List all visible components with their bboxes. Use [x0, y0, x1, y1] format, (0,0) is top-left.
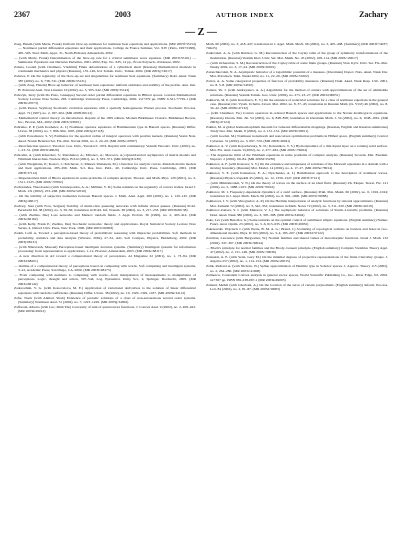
index-entry: Zakharov, A. V. (with Kopachevsky, N. D.; Kolesnikov, V. S.) Hydrodynamics of a thin liquid layer on a rotating solid surface. Mat. Fiz. Anal. Geom. 9 (2002), no. 2, 277–284. (MR 2003c:76064)	[206, 143, 388, 152]
index-entry: Zakharov, V. E. (with Kuznetsov, E. A.; Dyachenko, A. I.) Hamiltonian approach to the description of nonlinear waves. (Russian) Physics-Uspekhi 45 (2002), no. 12, 1339–1347. (MR 2003f:37121)	[206, 171, 388, 180]
index-entry: Zabrodin, A. (with Kharchev, S.; Marshakov, A.; Mironov, A.; Morozov, A.) Quasiclassical asymptotics of matrix models and Whitham hierarchies. Nuclear Phys. B 612 (2001), no. 3, 333–371. (MR 2003g:81185)	[14, 152, 196, 162]
index-entry: Zakhar'in, M. P. (with Kondratov, E. V.) On the existence of nontrivial solutions for a class of nonlinear equations in the general case. (Russian) Izv. Vyssh. Uchebn. Zaved. Mat. 2002, no. 8, 37–45; translation in Russian Math. (Iz. VUZ) 46 (2002), no. 8, 34–42. (MR 2003h:47132)	[206, 97, 388, 111]
index-entry: Zalik, Richard A. (with Nichols, W.) Spline approximation of Hermite type in Sobolev spaces. J. Approx. Theory 115 (2002), no. 2, 264–280. (MR 2003c:41008)	[206, 264, 388, 273]
index-entry: Zadeh, Lotfi A. Toward a perception-based theory of probabilistic reasoning with imprecise probabilities. Soft methods in probability, statistics and data analysis (Warsaw, 2002), 27–61, Adv. Soft Comput., Physica, Heidelberg, 2002. (MR 2003j:68131)	[14, 231, 196, 245]
index-entry: — (with Wiegmann, P.; Kostov, I.; Krichever, I.; Mineev-Weinstein, M.) τ-function for analytic curves. Random matrix models and their applications, 285–299, Math. Sci. Res. Inst. Publ., 40, Cambridge Univ. Press, Cambridge, 2001. (MR 2003f:37112)	[14, 162, 196, 175]
index-entry: — A new direction in AI: toward a computational theory of perceptions. AI Magazine 22 (2001), no. 1, 73–84. (MR 2003d:68201)	[14, 254, 196, 263]
index-entry: — (with Ponomarev, S. V.) Estimates for the spectral radius of integral operators with positive kernels. (Russian) Vestsi Nats. Akad. Navuk Belarusi Ser. Fiz.-Mat. Navuk 2002, no. 2, 24–29. (MR 2003e:47087)	[14, 134, 196, 143]
index-entry: — (with Goebel, M.) Nonlinear nonsmooth and nonconvex optimization problems in Hilbert space. (English summary) Control Cybernet. 31 (2002), no. 3, 697–729. (MR 2003i:49041)	[206, 134, 388, 143]
index-entry: — (with Ocheretian, S. M.) Reconstruction of the Cayley table of some finite groups. (Russian) Visn. Kyiv. Univ. Ser. Fiz.-Mat. Nauky 2002, no. 3, 17–24. (MR 2003i:20001)	[206, 60, 388, 69]
index-entry: Zadorozhnii, V. G. (with Konovalova, M. E.) Application of variational derivatives to the solution of linear differential equations with random coefficients. (Russian) Differ. Uravn. 38 (2002), no. 10, 1320–1329, 1437. (MR 2003k:34112)	[14, 286, 196, 295]
header-year: 2003	[114, 10, 131, 19]
index-entry: Zaks, Lev (with Ben-Dor, G.) Some remarks on the optimal control of semilinear elliptic equations. (English summary) Numer. Funct. Anal. Optim. 23 (2002), no. 5–6, 613–635. (MR 2003f:49032)	[206, 217, 388, 227]
index-entry: Math. 66 (2002), no. 3, 418–447; translation in J. Appl. Math. Mech. 66 (2002), no. 3, 405–408. (Summary) (MR 2003f:74037; 74K25)	[206, 42, 388, 51]
index-entry: Zabala, Leonid (with Chalmers, Vladimir) Finite deformations of a cylindrical shell. (Russian) Mathematical methods in continuum mechanics and physics (Russian), 135–146, Izd. Tomsk. Univ., Tomsk, 2002. (MR 2003g:74017)	[14, 64, 196, 74]
index-entry: — Dispersionless limit of Hirota equations in some problems of complex analysis. Theoret. and Math. Phys. 129 (2001), no. 2, 1511–1525. (MR 2003c:37092)	[14, 175, 196, 185]
index-columns	[14, 42, 388, 524]
index-entry: Zakharova, I. V. (with Vinogradov, A. P.) On the Hermite interpolation of analytic functions by rational approximants. (Russian) Mat. Zametki 72 (2002), no. 3, 342–352; translation in Math. Notes 72 (2002), no. 3, 311–320. (MR 2003h:41019)	[206, 199, 388, 208]
index-entry: Zakharov-Zaitsev, S. I. (with Makarov, V. L.) The asymptotic behavior of solutions of Sturm–Liouville problems. (Russian) Dokl. Akad. Nauk 386 (2002), no. 3, 305–308. (MR 2003e:34044)	[206, 208, 388, 217]
index-entry: — Ideal function spaces I. Yaroslav. Gos. Univ., Yaroslavl', 1974. Reprint with commentary. Vestnik Yaroslav. Univ. (2002), no. 1, 23–51. (MR 2003i:46029)	[14, 143, 196, 152]
index-entry: Zalesskii, A. E. (with Seitz, Gary M.) On the minimal degrees of projective representations of the finite Chevalley groups. J. Algebra 257 (2002), no. 1, 114–154. (MR 2003e:20015)	[206, 254, 388, 264]
index-entry: Zaitov, A. A. Some categorical properties of functors of probability measures. (Russian) Dokl. Akad. Nauk Resp. Uzb. 2001, no. 8, 5–8. (MR 2003e:54010)	[206, 79, 388, 88]
section-letter: — Z —	[185, 27, 217, 38]
left-column	[14, 42, 196, 524]
index-entry: — (with Peszat, Szymon) Stochastic evolution equations with a spatially homogeneous Wiener process. Stochastic Process. Appl. 72 (1997), no. 2, 187–204. (MR 2003f:60112)	[14, 106, 196, 115]
index-entry: — (with Nikravesh, Masoud) Perception-based intelligent decision systems. (Summary) Intelligent systems for information processing: from representation to applications, 1–12, Elsevier, Amsterdam, 2003. (MR 2003e:68117)	[14, 245, 196, 254]
page-number: 2367	[14, 10, 30, 19]
index-entry: — (with Ziedins, Ilze) Loss networks and Markov random fields. J. Appl. Probab. 36 (1999), no. 2, 403–414. (MR 2003e:60162)	[14, 212, 196, 222]
header-title: AUTHOR INDEX	[215, 12, 275, 19]
index-entry: Zakhar, M. A global homeomorphism theorem for Gâteaux differentiable mappings. (Russian, English and Russian summaries) Trudy Inst. Mat. Mekh. 8 (2002), no. 2, 131–152. (MR 2003b:58011)	[206, 124, 388, 134]
index-entry: — The degenerate limit of the Whitham equations in some problems of complex analysis. (Russian) Sovrem. Mat. Fundam. Napravl. 2 (2002), 69–84. (MR 2003d:35230)	[206, 152, 388, 162]
index-entry: — (with Merle, Frank) Determination of the blow-up rate for a critical semilinear wave equation. (MR 2003i:35161) — Séminaire: Équations aux Dérivées Partielles, 2001–2002, Exp. No. XIV, 14 pp., École Polytech., Palaiseau, 2002.	[14, 55, 196, 64]
index-entry: — (with Cheshkov, Yu.) Convex operators in ordered Banach spaces and applications to the Navier–Kolmogorov equations. (Russian) Ukrain. Mat. Zh. 54 (2002), no. 6, 848–858; translation in Ukrainian Math. J. 54 (2002), no. 6, 1048–1061. (MR 2003g:47124)	[206, 111, 388, 124]
index-entry: — On the stability of surjective isometries between Banach spaces. J. Math. Anal. Appl. 269 (2002), no. 1, 129–145. (MR 2003g:46017)	[14, 194, 196, 203]
index-entry: Zamani, Mehdi (with Ghorbani, A.) On the location of the zeros of certain polynomials. (English summary) Inform. Process. Lett. 84 (2002), no. 2, 81–87. (MR 2003d:30005)	[206, 282, 388, 292]
index-entry: — From computing with numbers to computing with words—from manipulation of measurements to manipulation of perceptions. Logic, thought and action, 507–544, Log. Epistemol. Unity Sci., 2, Springer, Dordrecht, 2005. (MR 2003a:68142)	[14, 272, 196, 286]
index-entry: — (with Zaag, Hatem) Blow-up behavior of nonlinear heat equations: uniform estimates and stability of the profile. Ann. Inst. H. Poincaré Anal. Non Linéaire 19 (2002), no. 5, 505–542. (MR 2003j:35143)	[14, 83, 196, 92]
index-entry: — Outline of a computational theory of perceptions based on computing with words. Soft computing and intelligent systems, 3–22, Academic Press, San Diego, CA, 2000. (MR 2003b:68175)	[14, 263, 196, 272]
page-header	[14, 10, 388, 22]
index-entry: Zachary, Stan (with Foss, Serguei) Stability of multi-class queueing networks with infinite virtual queues. (Russian) Probl. Peredachi Inf. 38 (2002), no. 3, 39–56; translation in Probl. Inf. Transm. 38 (2002), no. 3, 217–233. (MR 2003h:60138)	[14, 203, 196, 212]
index-entry: Zaikovskii, A. A. (with Rubtsov, G. M.) Reconstruction of the Cayley table of the group of symmetry transformations of the modulation. (Russian) Vestnik Kiev. Univ. Ser. Mat. Mekh. No. 45 (2002), 108–114. (MR 2003c:20017)	[206, 51, 388, 60]
index-entry: — Mathematical control theory: an introduction. Reprint of the 1995 edition. Modern Birkhäuser Classics. Birkhäuser Boston, Inc., Boston, MA, 2002. (MR 2003c:93001)	[14, 115, 196, 124]
index-entry: Zachariades, Theodossios (with Giannopoulos, A. A.; Milman, V. D.) Some remarks on the regularity of convex bodies. Israel J. Math. 131 (2002), 253–268. (MR 2003e:52010)	[14, 184, 196, 194]
right-column	[206, 42, 388, 524]
index-entry: Zalcman, Lawrence (with Bergweiler, W.) Normal families and shared values of meromorphic functions. Israel J. Math. 132 (2002), 347–367. (MR 2003k:30044)	[206, 236, 388, 245]
index-entry: Zakrzewski, Wojciech J. (with Piette, B. M. A. G.; Brand, J.) Scattering of topological solitons on barriers and holes in two-dimensional models. Phys. D 163 (2002), no. 3–4, 185–207. (MR 2003d:37122)	[206, 227, 388, 236]
index-entry: Zalinescu, Constantin Convex analysis in general vector spaces. World Scientific Publishing Co., Inc., River Edge, NJ, 2002. xx+367 pp. ISBN 981-238-067-1 (MR 2003k:49003)	[206, 273, 388, 282]
index-entry: Zaionchkovskii, N. A. Asymptotic behavior of a logarithmic potential of a measure. (Ukrainian) Dopov. Nats. Akad. Nauk Ukr. Mat. Prirodozn. Tekh. Nauki 2002, no. 11, 22–26. (MR 2003e:31002)	[206, 69, 388, 79]
index-entry: Zabczyk, Jerzy (with Da Prato, Giuseppe) Second order partial differential equations in Hilbert spaces. London Mathematical Society Lecture Note Series, 293. Cambridge University Press, Cambridge, 2002. xvi+379 pp. ISBN 0-521-77729-1 (MR 2003h:47073)	[14, 92, 196, 106]
index-entry: Zabawa, P. On the regularity of the blow-up set and singularities for nonlinear heat equations. (Summary) Dokl. Akad. Nauk 387 (2002), no. 6, 738–741. (MR 2003h:35131)	[14, 74, 196, 83]
index-entry: — (with Mikhailovskii, V. N.) On the theory of waves on the surface of an ideal fluid. (Russian) Zh. Eksper. Teoret. Fiz. 121 (2002), no. 5, 1088–1103. (MR 2003i:76016)	[206, 180, 388, 189]
index-entry: Zaffaroni, Alberto (with Luc, Dinh The) Convexity of sum of quasiconvex functions. J. Convex Anal. 9 (2002), no. 2, 409–422. (MR 2003h:26012)	[14, 305, 196, 314]
running-head: Zachary	[359, 10, 388, 19]
index-entry: Zaag, Hatem (with Merle, Frank) Uniform blow-up estimates for nonlinear heat equations and applications. (MR 2003f:35154) — Nonlinear partial differential equations and their applications. Collège de France Seminar, Vol. XIV (Paris, 1997/1998), 495–503, Stud. Math. Appl., 31, North-Holland, Amsterdam, 2002.	[14, 42, 196, 55]
index-entry: Zakharov, M. I. Frequency-dependent dynamics of a swirl surface. (Russian) Prikl. Mat. Mekh. 66 (2002), no. 6, 1016–1024; translation in J. Appl. Math. Mech. 66 (2002), no. 6, 992–1000. (MR 2003i:76088)	[206, 189, 388, 199]
index-entry: Zafar, Nazir (with Ahmad, Shair) Existence of periodic solutions of a class of non-autonomous second order systems. (Summary) Nonlinear Anal. 51 (2002), no. 7, 1223–1229. (MR 2003g:34092)	[14, 295, 196, 305]
index-entry: Zaitsev, Yu. I. (with Andreyanov, A. A.) Algorithms for the method of centers with approximations of the set of admissible solutions. (Russian) Vestnik Tomsk. Gos. Univ. (2002), no. 275, 23–27. (MR 2003d:90051)	[206, 88, 388, 97]
index-entry: — Bloch's principle for normal families and the Brody–Grauert principle. (English summary) Complex Variables Theory Appl. 47 (2002), no. 2, 131–148. (MR 2003c:30036)	[206, 245, 388, 254]
index-entry: Zabreiko, P. P. (with Koshelev, A. I.) Nonlinear operator equations of Hammerstein type in Banach spaces. (Russian) Differ. Uravn. 38 (2002), no. 7, 896–904, 1005. (MR 2003g:47118)	[14, 124, 196, 134]
index-entry: — (with Kelly, Frank P.; Ziedins, Ilze) Stochastic networks: theory and applications. Royal Statistical Society Lecture Note Series, 4. Oxford Univ. Press, New York, 1996. (MR 2003c:60003)	[14, 222, 196, 231]
index-entry: Zakharov, A. F. (with Kokorev, S. V.) On the existence and uniqueness of solutions of the Maxwell equations in a domain with a moving boundary. (Russian) Mat. Model. 14 (2002), no. 4, 17–27. (MR 2003e:78014)	[206, 162, 388, 171]
